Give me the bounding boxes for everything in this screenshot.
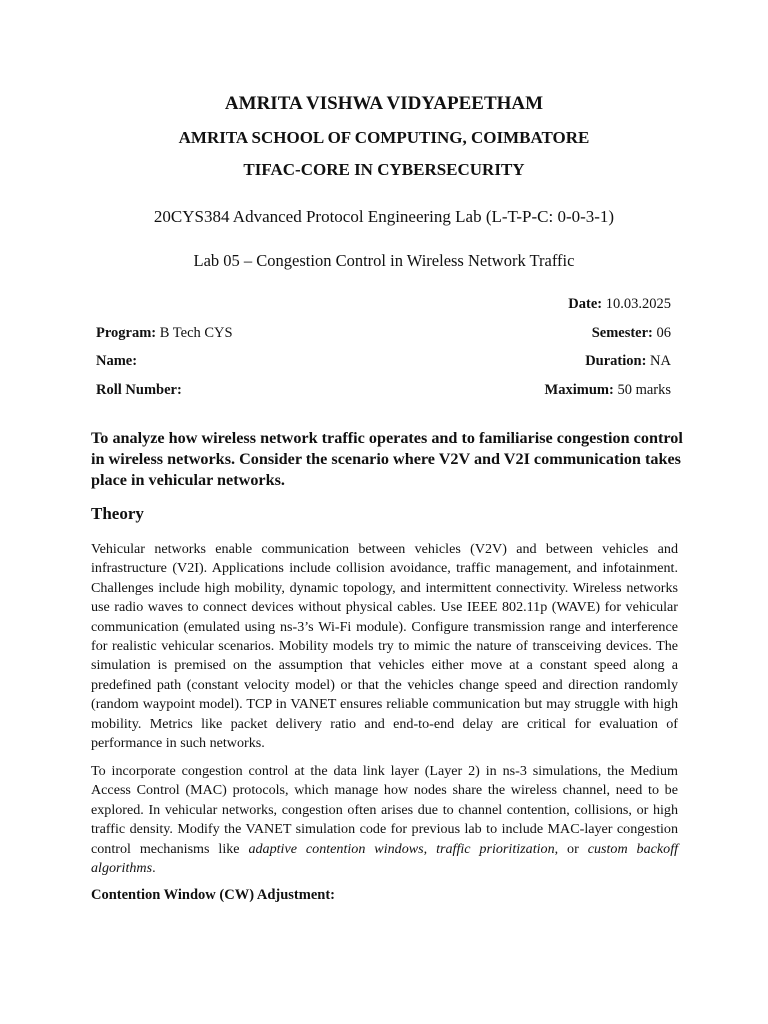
- maximum-value: 50 marks: [617, 382, 671, 398]
- program-value: B Tech CYS: [159, 325, 233, 341]
- paragraph-2-sep-1: ,: [423, 840, 437, 857]
- emphasis-adaptive-cw: adaptive contention windows: [248, 840, 424, 857]
- course-title: 20CYS384 Advanced Protocol Engineering Lab (L-T-P-C: 0-0-3-1): [153, 207, 615, 226]
- semester-field: [592, 325, 671, 342]
- objective-statement: To analyze how wireless network traffic operates and to familiarise congestion control in wireless networks. Consider the scenario where V2V and V2I communication takes place in vehicular networks.: [91, 429, 683, 489]
- date-field: [568, 296, 671, 313]
- program-row: [96, 325, 671, 345]
- program-field: [96, 325, 233, 342]
- duration-field: [585, 353, 671, 370]
- theory-heading: Theory: [91, 504, 144, 523]
- duration-label: Duration:: [585, 353, 647, 369]
- date-value: 10.03.2025: [605, 296, 671, 312]
- roll-row: [96, 382, 671, 402]
- name-field: [96, 353, 137, 370]
- paragraph-2-sep-2: , or: [554, 840, 588, 857]
- theory-paragraph-2: [91, 762, 678, 878]
- emphasis-traffic-prioritization: traffic prioritization: [436, 840, 555, 857]
- duration-value: NA: [650, 353, 671, 369]
- date-row: [96, 296, 671, 316]
- semester-label: Semester:: [591, 325, 653, 341]
- emphasis-custom-backoff: custom backoff algorithms: [91, 840, 679, 877]
- lab-title: Lab 05 – Congestion Control in Wireless Network Traffic: [193, 251, 575, 270]
- maximum-field: [545, 382, 671, 399]
- contention-window-heading: Contention Window (CW) Adjustment:: [91, 887, 335, 903]
- name-label: Name:: [96, 353, 138, 369]
- paragraph-2-end: .: [152, 860, 156, 877]
- roll-field: [96, 382, 182, 399]
- date-label: Date:: [568, 296, 603, 312]
- centre-title: TIFAC-CORE IN CYBERSECURITY: [243, 160, 525, 179]
- maximum-label: Maximum:: [544, 382, 614, 398]
- program-label: Program:: [96, 325, 157, 341]
- semester-value: 06: [656, 325, 671, 341]
- roll-label: Roll Number:: [96, 382, 182, 398]
- paragraph-2-lead: To incorporate congestion control at the data link layer (Layer 2) in ns-3 simulations, the Medium Access Control (MAC) protocols, which manage how nodes share the wireless channel, need to be explored. In vehicular networks, congestion often arises due to channel contention, collisions, or high traffic density. Modify the VANET simulation code for previous lab to include MAC-layer congestion control mechanisms like: [91, 763, 678, 857]
- name-row: [96, 353, 671, 373]
- school-title: AMRITA SCHOOL OF COMPUTING, COIMBATORE: [178, 128, 590, 147]
- university-title: AMRITA VISHWA VIDYAPEETHAM: [224, 93, 544, 114]
- theory-paragraph-1: Vehicular networks enable communication between vehicles (V2V) and between vehicles and infrastructure (V2I). Applications include collision avoidance, traffic management, and infotainment. Challenges include high mobility, dynamic topology, and intermittent connectivity. Wireless networks use radio waves to connect devices without physical cables. Use IEEE 802.11p (WAVE) for vehicular communication (emulated using ns-3’s Wi-Fi module). Configure transmission range and interference for realistic vehicular scenarios. Mobility models try to mimic the nature of transceiving devices. The simulation is premised on the assumption that vehicles either move at a constant speed along a predefined path (constant velocity model) or that the vehicles change speed and direction randomly (random waypoint model). TCP in VANET ensures reliable communication but may struggle with high mobility. Metrics like packet delivery ratio and end-to-end delay are critical for evaluation of performance in such networks.: [91, 541, 678, 752]
